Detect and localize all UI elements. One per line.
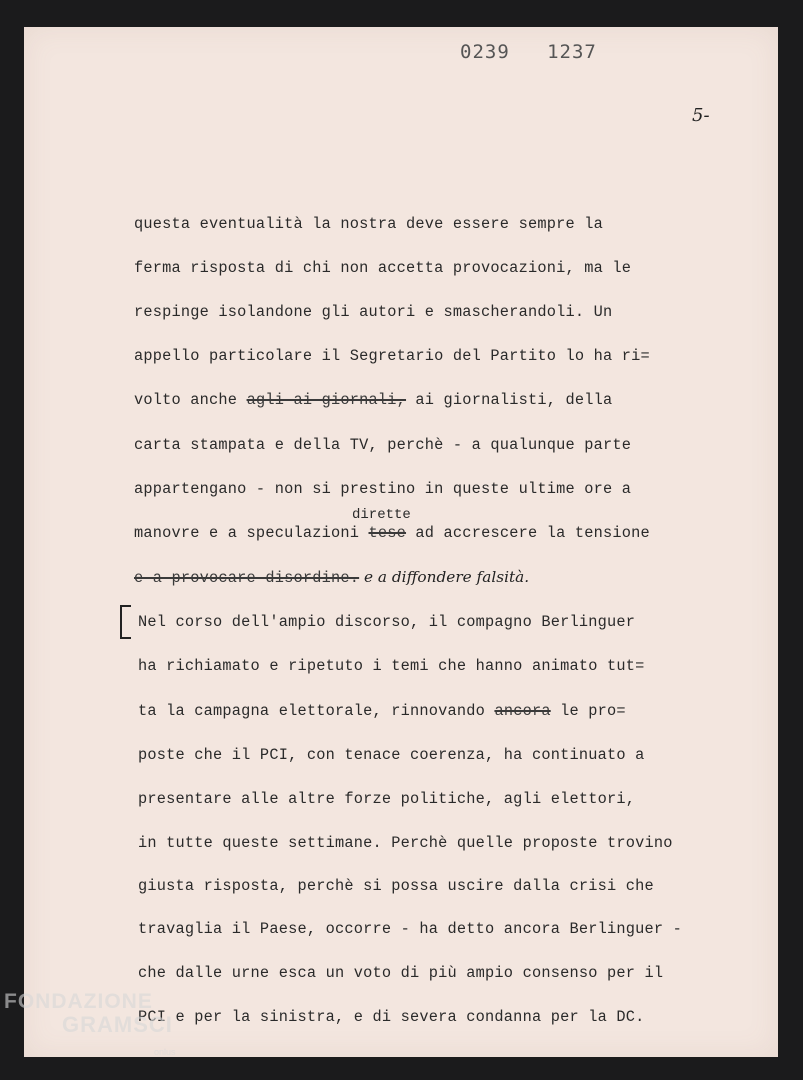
typed-text: presentare alle altre forze politiche, agli elettori, — [138, 790, 636, 808]
typed-text: che dalle urne esca un voto di più ampio consenso per il — [138, 964, 664, 982]
typed-text: ta la campagna elettorale, rinnovando — [138, 702, 495, 720]
text-line — [138, 613, 635, 631]
watermark-line-1: FONDAZIONE — [4, 990, 153, 1013]
text-line — [138, 964, 663, 982]
text-line — [138, 790, 635, 808]
struck-text: tese — [368, 524, 407, 542]
typed-text: PCI e per la sinistra, e di severa condanna per la DC. — [138, 1008, 645, 1026]
text-line — [134, 436, 631, 454]
struck-text: agli ai giornali, — [246, 391, 407, 409]
text-line — [134, 391, 612, 409]
text-line — [138, 702, 626, 720]
document-page — [24, 27, 778, 1057]
typed-text: poste che il PCI, con tenace coerenza, ha continuato a — [138, 746, 645, 764]
handwritten-text: e a diffondere falsità. — [359, 568, 530, 586]
typed-text: manovre e a speculazioni — [134, 524, 369, 542]
typed-text: respinge isolandone gli autori e smascherandoli. Un — [134, 303, 613, 321]
typed-text: ai giornalisti, della — [406, 391, 613, 409]
typed-text: giusta risposta, perchè si possa uscire dalla crisi che — [138, 877, 654, 895]
typed-text: appello particolare il Segretario del Partito lo ha ri= — [134, 347, 650, 365]
struck-text: ancora — [494, 702, 551, 720]
watermark-line-3: onlus — [154, 1047, 176, 1057]
text-line — [134, 303, 612, 321]
text-line — [134, 347, 650, 365]
typed-text: travaglia il Paese, occorre - ha detto ancora Berlinguer - — [138, 920, 683, 938]
typed-text: volto anche — [134, 391, 247, 409]
text-line — [138, 657, 645, 675]
text-line — [134, 259, 631, 277]
text-line — [138, 834, 673, 852]
paragraph-bracket-mark — [120, 605, 131, 639]
text-line — [134, 215, 603, 233]
archive-number: 0239 1237 — [460, 41, 597, 63]
typed-text: ha richiamato e ripetuto i temi che hanno animato tut= — [138, 657, 645, 675]
text-line — [138, 1008, 645, 1026]
typed-text: in tutte queste settimane. Perchè quelle proposte trovino — [138, 834, 673, 852]
page-number: 5- — [692, 105, 710, 126]
text-line — [138, 920, 682, 938]
text-line — [138, 877, 654, 895]
inserted-word: dirette — [352, 507, 411, 523]
typed-text: appartengano - non si prestino in queste ultime ore a — [134, 480, 632, 498]
typed-text: ferma risposta di chi non accetta provocazioni, ma le — [134, 259, 632, 277]
text-line — [134, 480, 631, 498]
text-line — [138, 746, 645, 764]
struck-text: e a provocare disordine. — [134, 569, 360, 587]
text-line — [134, 568, 529, 587]
typed-text: questa eventualità la nostra deve essere sempre la — [134, 215, 603, 233]
typed-text: ad accrescere la tensione — [406, 524, 650, 542]
watermark-line-2: GRAMSCI — [62, 1012, 173, 1038]
text-line — [134, 524, 650, 542]
typed-text: carta stampata e della TV, perchè - a qualunque parte — [134, 436, 632, 454]
typed-text: le pro= — [550, 702, 626, 720]
typed-text: Nel corso dell'ampio discorso, il compagno Berlinguer — [138, 613, 636, 631]
watermark-logo — [4, 990, 176, 1057]
